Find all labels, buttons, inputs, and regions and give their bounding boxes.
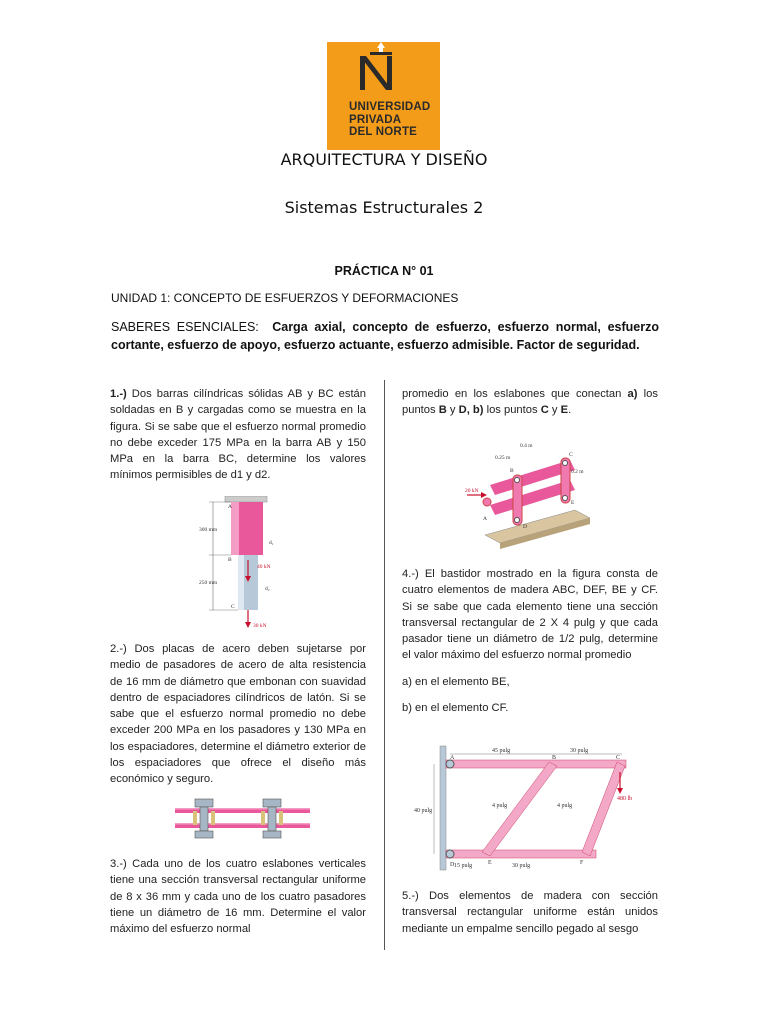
problem-1	[110, 386, 366, 484]
fig4-label-c: C	[616, 755, 621, 761]
fig1-label-c: C	[231, 604, 235, 610]
fig3-load: 20 kN	[465, 488, 479, 494]
fig1-label-a: A	[228, 504, 232, 510]
figure-3-links	[465, 440, 595, 550]
course-title: Sistemas Estructurales 2	[284, 198, 484, 217]
fig4-label-d: D	[450, 862, 455, 868]
problem-4: 4.-) El bastidor mostrado en la figura consta de cuatro elementos de madera ABC, DEF, BE y CF. Si se sabe que cada elemento tiene una sección transversal rectangular de 2 X 4 pulg y que cada pasador tiene un diámetro de 1/2 pulg, determine el valor máximo del esfuerzo normal promedio	[402, 568, 658, 662]
problem-1-number: 1.-)	[110, 388, 127, 400]
fig3-label-e: E	[571, 500, 575, 506]
fig1-label-b: B	[228, 557, 232, 563]
problem-4-b: b) en el elemento CF.	[402, 702, 509, 715]
unit-title: UNIDAD 1: CONCEPTO DE ESFUERZOS Y DEFORMACIONES	[111, 291, 459, 305]
saberes-label: SABERES ESENCIALES:	[111, 320, 259, 334]
fig3-label-b: B	[510, 468, 514, 474]
problem-3-continued: promedio en los eslabones que conectan a) los puntos B y D, b) los puntos C y E.	[402, 388, 658, 417]
logo-line-3: DEL NORTE	[349, 126, 418, 138]
fig4-label-f: F	[580, 860, 584, 866]
problem-4-block	[402, 566, 658, 716]
fig4-h: 40 pulg	[414, 808, 433, 814]
university-logo	[327, 42, 440, 150]
fig1-len2: 250 mm	[199, 580, 218, 586]
logo-line-2: PRIVADA	[349, 113, 402, 126]
problem-2-block	[110, 641, 366, 788]
fig4-t2: 4 pulg	[557, 803, 573, 809]
right-column	[402, 386, 658, 419]
saberes-text: Carga axial, concepto de esfuerzo, esfuerzo normal, esfuerzo cortante, esfuerzo de apoyo, esfuerzo actuante, esfuerzo admisible. Factor de seguridad.	[111, 320, 659, 352]
problem-3: 3.-) Cada uno de los cuatro eslabones verticales tiene una sección transversal rectangular uniforme de 8 x 36 mm y cada uno de los cuatro pasadores tiene un diámetro de 16 mm. Determine el valor máximo del esfuerzo normal	[110, 858, 366, 936]
fig1-load2: 30 kN	[253, 623, 267, 629]
fig4-load: 480 lb	[617, 796, 633, 802]
faculty-title: ARQUITECTURA Y DISEÑO	[280, 150, 488, 169]
fig4-label-a: A	[450, 755, 455, 761]
fig4-d2: 30 pulg	[570, 748, 589, 754]
fig4-d1: 45 pulg	[492, 748, 511, 754]
fig3-dim1: 0.4 m	[520, 443, 533, 449]
fig4-label-b: B	[552, 755, 557, 761]
figure-1-bars	[195, 496, 285, 632]
problem-1-text: Dos barras cilíndricas sólidas AB y BC están soldadas en B y cargadas como se muestra en la figura. Si se sabe que el esfuerzo normal promedio no debe exceder 175 MPa en la barra AB y 150 MPa en la barra BC, determine los valores mínimos permisibles de d1 y d2.	[110, 388, 366, 482]
practice-title: PRÁCTICA N° 01	[334, 264, 434, 278]
fig4-d4: 30 pulg	[512, 863, 531, 869]
fig3-dim2: 0.25 m	[495, 455, 511, 461]
problem-5: 5.-) Dos elementos de madera con sección transversal rectangular uniforme están unidos mediante un empalme sencillo pegado al sesgo	[402, 890, 658, 935]
figure-2-plates	[175, 796, 310, 842]
fig1-load1: 40 kN	[257, 564, 271, 570]
saberes-paragraph	[111, 318, 659, 354]
fig3-label-a: A	[483, 516, 487, 522]
problem-3-block	[110, 856, 366, 937]
left-column	[110, 386, 366, 484]
fig1-d2: d₂	[265, 586, 270, 592]
fig1-len1: 300 mm	[199, 527, 218, 533]
fig3-label-d: D	[523, 524, 527, 530]
logo-line-1: UNIVERSIDAD	[349, 101, 431, 113]
problem-5-block	[402, 888, 658, 937]
problem-4-a: a) en el elemento BE,	[402, 675, 510, 688]
fig4-t1: 4 pulg	[492, 803, 508, 809]
fig3-dim3: 0.2 m	[571, 469, 584, 475]
figure-4-frame	[412, 742, 637, 874]
column-divider	[384, 380, 385, 950]
fig4-label-e: E	[488, 860, 492, 866]
fig3-label-c: C	[569, 452, 573, 458]
fig1-d1: d₁	[269, 540, 274, 546]
fig4-d3: 15 pulg	[454, 863, 473, 869]
problem-2: 2.-) Dos placas de acero deben sujetarse por medio de pasadores de acero de alta resistencia de 16 mm de diámetro que embonan con suavidad dentro de espaciadores cilíndricos de latón. Si se sabe que el esfuerzo normal promedio no debe exceder 200 MPa en los pasadores y 130 MPa en los espaciadores, determine el diámetro exterior de los espaciadores que ofrece el diseño más económico y seguro.	[110, 643, 366, 786]
